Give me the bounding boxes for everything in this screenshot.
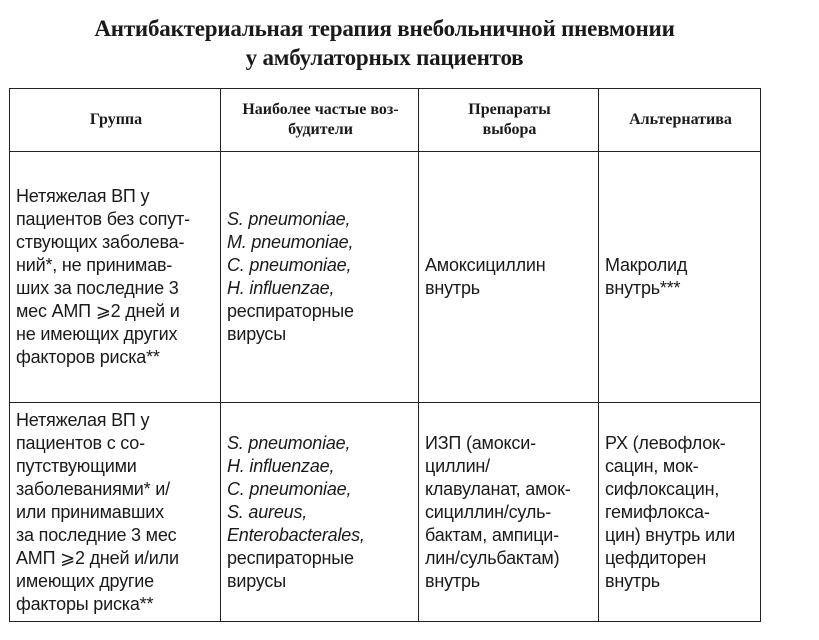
page-title-line-1: Антибактериальная терапия внебольничной пневмонии [94, 16, 675, 41]
therapy-table [9, 88, 761, 622]
row-2-pathogens: S. pneumoniae, H. influenzae, C. pneumoniae, S. aureus, Enterobacterales, респираторные вирусы [221, 403, 419, 622]
table-row [10, 403, 761, 622]
header-drugs: Препараты выбора [419, 89, 599, 152]
row-2-group: Нетяжелая ВП у пациентов с со- путствующими заболеваниями* и/ или принимавших за последние 3 мес АМП ⩾2 дней и/или имеющих другие факторы риска** [10, 403, 221, 622]
row-1-group: Нетяжелая ВП у пациентов без сопут- ствующих заболева- ний*, не принимав- ших за последние 3 мес АМП ⩾2 дней и не имеющих других факторов риска** [10, 152, 221, 403]
row-2-alternative: РХ (левофлок- сацин, мок- сифлоксацин, гемифлокса- цин) внутрь или цефдиторен внутрь [599, 403, 761, 622]
header-group: Группа [10, 89, 221, 152]
table-header-row [10, 89, 761, 152]
header-pathogens: Наиболее частые воз- будители [221, 89, 419, 152]
table-row [10, 152, 761, 403]
page-title [0, 14, 769, 72]
header-alternative: Альтернатива [599, 89, 761, 152]
row-1-pathogens: S. pneumoniae, M. pneumoniae, C. pneumoniae, H. influenzae, респираторные вирусы [221, 152, 419, 403]
page-title-line-2: у амбулаторных пациентов [245, 45, 524, 70]
row-1-alternative: Макролид внутрь*** [599, 152, 761, 403]
row-2-drugs: ИЗП (амокси- циллин/ клавуланат, амок- сициллин/суль- бактам, ампици- лин/сульбактам) внутрь [419, 403, 599, 622]
row-1-drugs: Амоксициллин внутрь [419, 152, 599, 403]
